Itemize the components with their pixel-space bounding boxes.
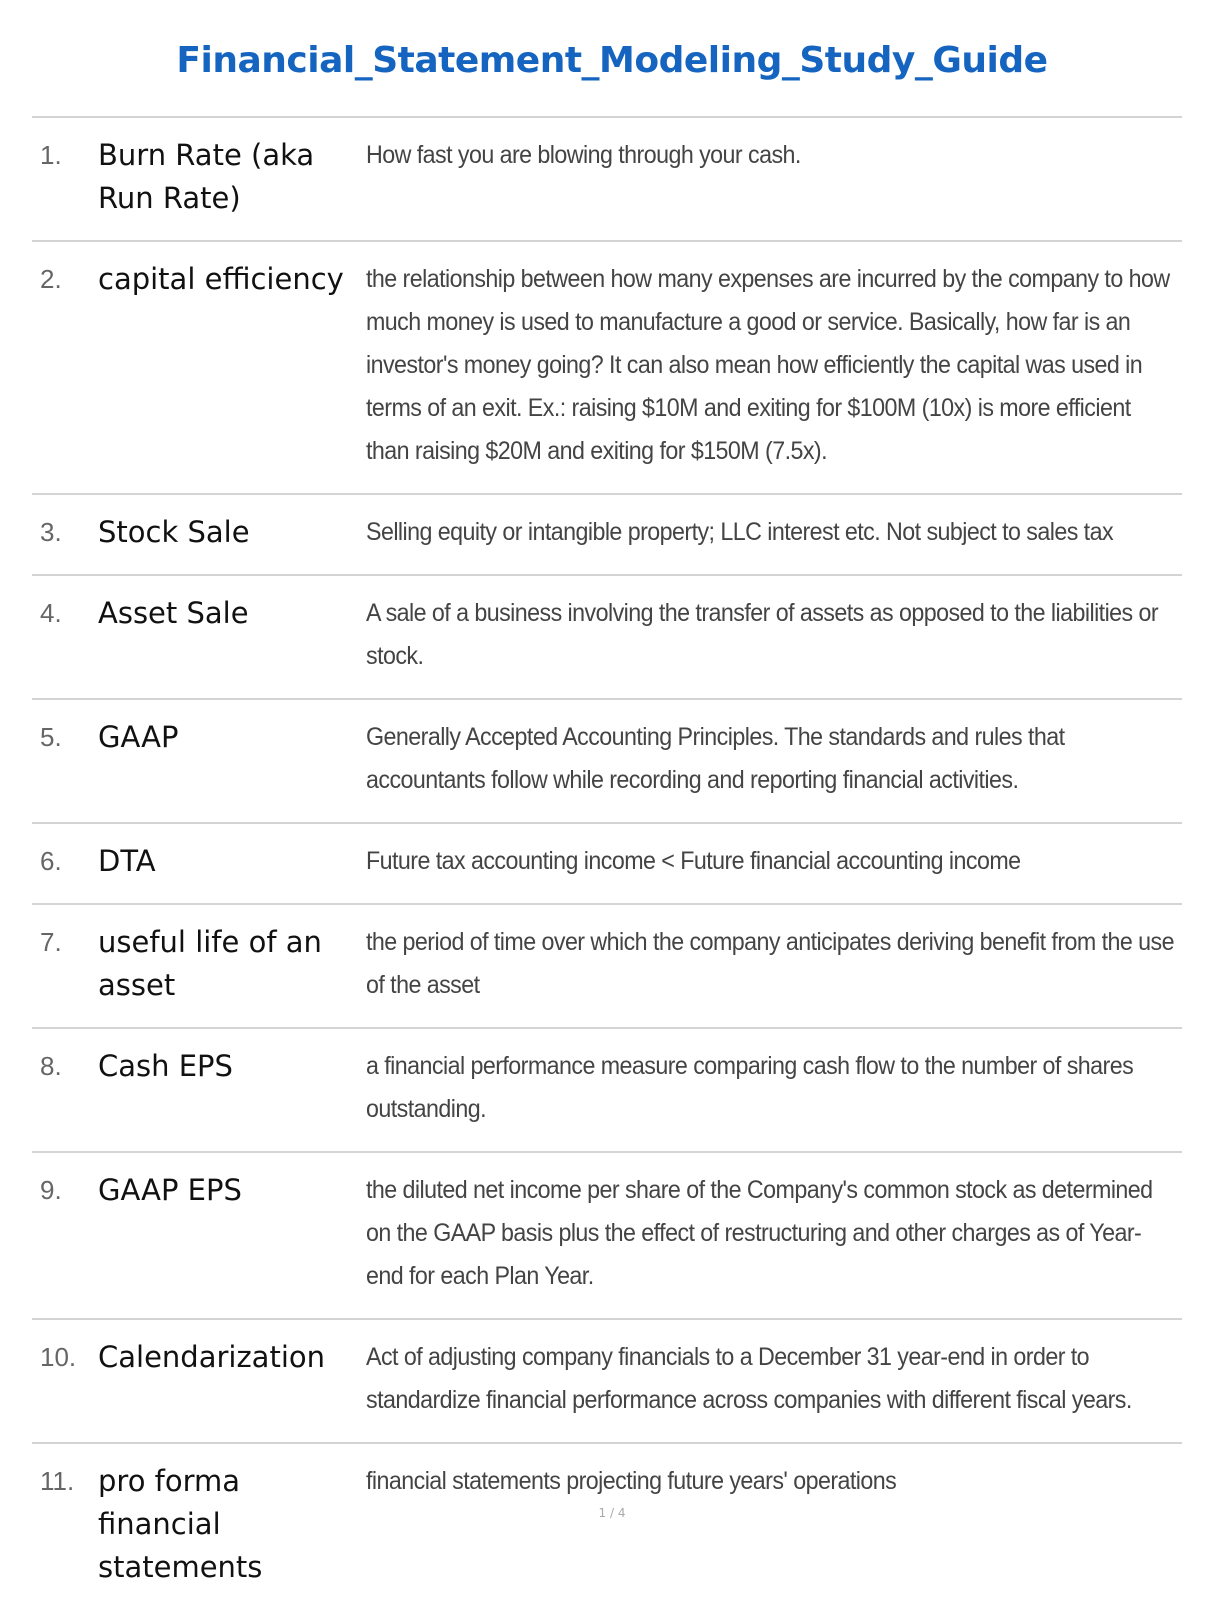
term-name: pro forma financial statements — [98, 1464, 263, 1584]
term-number: 7. — [40, 927, 62, 957]
term-definition: the relationship between how many expenses are incurred by the company to how much money is used to manufacture a good or service. Basically, how far is an investor's money going? It can also mean how efficiently the capital was used in terms of an exit. Ex.: raising $10M and exiting for $100M (10x) is more efficient than raising $20M and exiting for $150M (7.5x). — [366, 265, 1170, 465]
term-definition: Act of adjusting company financials to a December 31 year-end in order to standardize financial performance across companies with different fiscal years. — [366, 1343, 1132, 1414]
term-row — [32, 576, 1182, 700]
term-name: Calendarization — [98, 1340, 326, 1374]
term-name: GAAP EPS — [98, 1173, 242, 1207]
document-title: Financial_Statement_Modeling_Study_Guide — [176, 40, 1048, 81]
term-row — [32, 824, 1182, 905]
term-number: 9. — [40, 1175, 62, 1205]
term-row — [32, 700, 1182, 824]
term-row — [32, 118, 1182, 242]
page-indicator: 1 / 4 — [598, 1506, 626, 1520]
term-definition: A sale of a business involving the transfer of assets as opposed to the liabilities or stock. — [366, 599, 1159, 670]
term-definition: Future tax accounting income < Future financial accounting income — [366, 847, 1021, 875]
term-number: 1. — [40, 140, 62, 170]
term-name: Asset Sale — [98, 596, 249, 630]
term-number: 3. — [40, 517, 62, 547]
term-definition: Selling equity or intangible property; LLC interest etc. Not subject to sales tax — [366, 518, 1114, 546]
term-name: GAAP — [98, 720, 179, 754]
term-name: Stock Sale — [98, 515, 250, 549]
term-definition: the period of time over which the company anticipates deriving benefit from the use of the asset — [366, 928, 1174, 999]
term-row — [32, 1029, 1182, 1153]
term-number: 5. — [40, 722, 62, 752]
term-number: 10. — [40, 1342, 77, 1372]
term-number: 4. — [40, 598, 62, 628]
term-definition: Generally Accepted Accounting Principles. The standards and rules that accountants follow while recording and reporting financial activities. — [366, 723, 1065, 794]
term-definition: How fast you are blowing through your cash. — [366, 141, 801, 169]
term-name: DTA — [98, 844, 156, 878]
term-row — [32, 495, 1182, 576]
term-definition: financial statements projecting future years' operations — [366, 1467, 897, 1495]
term-row — [32, 1444, 1182, 1609]
term-row — [32, 1153, 1182, 1320]
term-number: 6. — [40, 846, 62, 876]
term-row — [32, 1320, 1182, 1444]
term-row — [32, 242, 1182, 495]
term-name: Cash EPS — [98, 1049, 233, 1083]
term-definition: a financial performance measure comparing cash flow to the number of shares outstanding. — [366, 1052, 1134, 1123]
term-name: useful life of an asset — [98, 925, 322, 1002]
term-name: capital efficiency — [98, 262, 344, 296]
term-number: 11. — [40, 1466, 75, 1496]
term-row — [32, 905, 1182, 1029]
term-number: 2. — [40, 264, 62, 294]
term-number: 8. — [40, 1051, 62, 1081]
term-list — [32, 116, 1182, 1609]
term-name: Burn Rate (aka Run Rate) — [98, 138, 315, 215]
term-definition: the diluted net income per share of the Company's common stock as determined on the GAAP basis plus the effect of restructuring and other charges as of Year-end for each Plan Year. — [366, 1176, 1153, 1290]
